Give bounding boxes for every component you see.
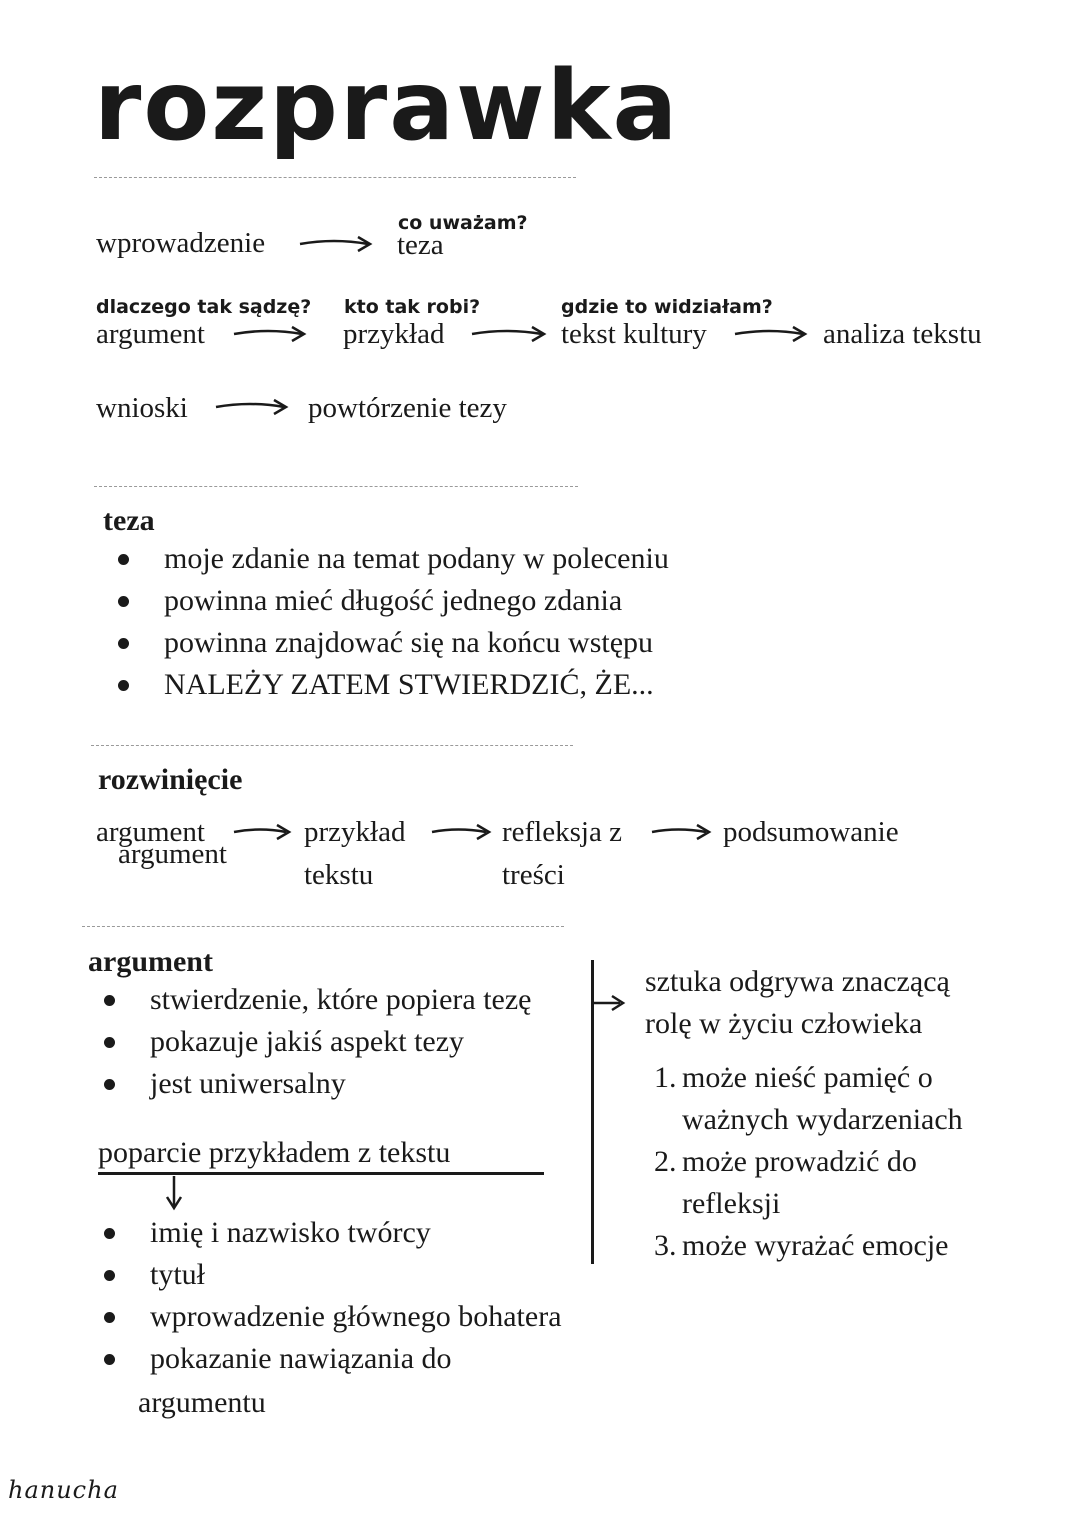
culture-label: tekst kultury [561, 318, 707, 350]
arrow-right-icon [232, 822, 292, 842]
argument-label: argument [96, 318, 205, 350]
conclusion-label: wnioski [96, 392, 188, 424]
intro-question: co uważam? [398, 212, 528, 234]
arrow-right-icon [733, 324, 809, 344]
teza-list [114, 538, 669, 706]
example-line1: sztuka odgrywa znaczącą [645, 965, 950, 998]
teza-heading: teza [103, 504, 155, 537]
example-label: przykład [343, 318, 445, 350]
arrow-right-icon [592, 992, 628, 1014]
list-item [654, 1057, 963, 1099]
divider [91, 745, 573, 746]
divider [82, 926, 564, 927]
list-item: pokazuje jakiś aspekt tezy [100, 1021, 531, 1063]
list-item [654, 1183, 963, 1225]
list-item: powinna mieć długość jednego zdania [114, 580, 669, 622]
point-text: może nieść pamięć o [682, 1061, 933, 1094]
argument-question: dlaczego tak sądzę? [96, 296, 312, 318]
list-item: NALEŻY ZATEM STWIERDZIĆ, ŻE... [114, 664, 669, 706]
argument-list [100, 979, 531, 1105]
arrow-right-icon [650, 822, 712, 842]
signature: hanucha [8, 1476, 119, 1504]
point-text: refleksji [682, 1187, 781, 1220]
conclusion-target: powtórzenie tezy [308, 392, 507, 424]
divider [94, 486, 578, 487]
analysis-label: analiza tekstu [823, 318, 982, 350]
support-item-continuation: argumentu [138, 1386, 266, 1419]
rozwiniecie-heading: rozwinięcie [98, 763, 243, 796]
flow-summary: podsumowanie [723, 816, 899, 848]
arrow-right-icon [214, 397, 290, 417]
list-item: jest uniwersalny [100, 1063, 531, 1105]
support-heading: poparcie przykładem z tekstu [98, 1136, 451, 1169]
point-number: 1. [654, 1061, 677, 1094]
culture-question: gdzie to widziałam? [561, 296, 773, 318]
list-item [654, 1141, 963, 1183]
flow-reflection: refleksja z [502, 816, 622, 848]
arrow-right-icon [470, 324, 548, 344]
list-item [654, 1099, 963, 1141]
list-item: powinna znajdować się na końcu wstępu [114, 622, 669, 664]
flow-argument-second: argument [118, 838, 227, 870]
arrow-right-icon [430, 822, 492, 842]
list-item: tytuł [100, 1254, 562, 1296]
divider [94, 177, 576, 178]
list-item: imię i nazwisko twórcy [100, 1212, 562, 1254]
point-text: ważnych wydarzeniach [682, 1103, 963, 1136]
list-item [654, 1225, 963, 1267]
example-points [654, 1057, 963, 1267]
arrow-right-icon [298, 234, 374, 254]
arrow-down-icon [164, 1174, 184, 1214]
point-text: może wyrażać emocje [682, 1229, 949, 1262]
list-item: moje zdanie na temat podany w poleceniu [114, 538, 669, 580]
example-line2: rolę w życiu człowieka [645, 1007, 923, 1040]
argument-heading: argument [88, 945, 213, 978]
point-number: 2. [654, 1145, 677, 1178]
point-number: 3. [654, 1229, 677, 1262]
intro-target: teza [397, 229, 444, 261]
intro-label: wprowadzenie [96, 227, 266, 259]
arrow-right-icon [232, 324, 308, 344]
support-list [100, 1212, 562, 1380]
example-question: kto tak robi? [344, 296, 481, 318]
list-item: stwierdzenie, które popiera tezę [100, 979, 531, 1021]
flow-argument: argument [96, 816, 205, 848]
list-item: pokazanie nawiązania do [100, 1338, 562, 1380]
point-text: może prowadzić do [682, 1145, 917, 1178]
flow-example: przykład [304, 816, 406, 848]
flow-example-text: tekstu [304, 859, 374, 891]
flow-reflection-content: treści [502, 859, 565, 891]
page-title: rozprawka [94, 50, 680, 162]
list-item: wprowadzenie głównego bohatera [100, 1296, 562, 1338]
